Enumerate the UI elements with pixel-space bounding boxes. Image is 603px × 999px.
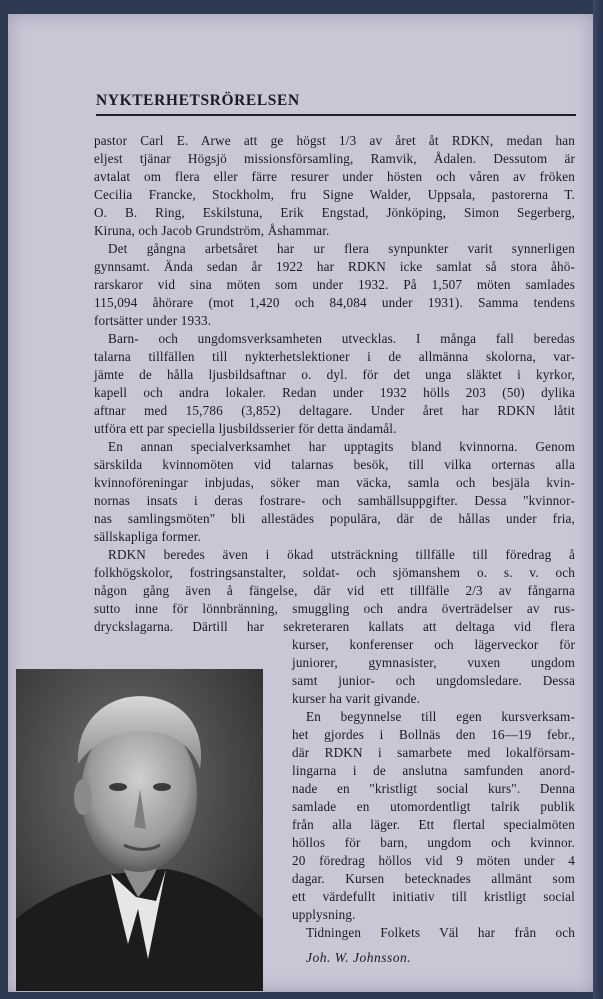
text-line: sutto inne för lönnbränning, smuggling och andra överträdelser av rus-: [94, 601, 575, 616]
text-line: Tidningen Folkets Väl har från och: [306, 925, 575, 940]
text-line: utföra ett par speciella ljusbildsserier för detta ändamål.: [94, 421, 397, 436]
text-line: 115,094 åhörare (mot 1,420 och 84,084 under 1931). Samma tendens: [94, 295, 575, 310]
portrait-photo: [16, 669, 263, 991]
text-line: nade en "kristligt social kurs". Denna: [292, 781, 575, 796]
text-line: avtalat om flera eller färre resurer under hösten och våren av fröken: [94, 169, 575, 184]
text-line: dagar. Kursen betecknades allmänt som: [292, 871, 575, 886]
book-page: [8, 14, 593, 992]
text-line: Cecilia Francke, Stockholm, fru Signe Walder, Uppsala, pastorerna T.: [94, 187, 575, 202]
text-line: kurser ha varit givande.: [292, 691, 421, 706]
running-header: NYKTERHETSRÖRELSEN: [96, 92, 300, 109]
text-line: där RDKN i samarbete med lokalförsam-: [292, 745, 575, 760]
text-line: sällskapliga former.: [94, 529, 202, 544]
text-line: pastor Carl E. Arwe att ge högst 1/3 av året åt RDKN, medan han: [94, 133, 575, 148]
text-line: folkhögskolor, fostringsanstalter, soldat- och sjömanshem o. s. v. och: [94, 565, 575, 580]
text-line: samlade en utomordentligt talrik publik: [292, 799, 575, 814]
text-line: nornas insats i deras fostrare- och samhällsuppgifter. Dessa "kvinnor-: [94, 493, 575, 508]
text-line: upplysning.: [292, 907, 356, 922]
text-line: ett värdefullt initiativ till kristligt social: [292, 889, 575, 904]
text-line: fortsätter under 1933.: [94, 313, 212, 328]
text-line: het gjordes i Bollnäs den 16—19 febr.,: [292, 727, 575, 742]
text-line: eljest tjänar Högsjö missionsförsamling, Ramvik, Ådalen. Dessutom är: [94, 151, 575, 166]
text-line: juniorer, gymnasister, vuxen ungdom: [292, 655, 575, 670]
text-line: kurser, konferenser och lägerveckor för: [292, 637, 575, 652]
text-line: kapell och andra lokaler. Redan under 1932 hölls 203 (50) dylika: [94, 385, 575, 400]
text-line: jämte de hålla ljusbildsaftnar o. dyl. för det unga släktet i kyrkor,: [94, 367, 575, 382]
text-line: O. B. Ring, Eskilstuna, Erik Engstad, Jönköping, Simon Segerberg,: [94, 205, 575, 220]
text-line: samt junior- och ungdomsledare. Dessa: [292, 673, 575, 688]
text-line: Det gångna arbetsåret har ur flera synpunkter varit synnerligen: [108, 241, 575, 256]
text-line: Barn- och ungdomsverksamheten utvecklas. I många fall beredas: [108, 331, 575, 346]
text-line: dryckslagarna. Därtill har sekreteraren kallats att deltaga vid flera: [94, 619, 575, 634]
text-line: särskilda kvinnomöten vid talarnas besök, till vilka orternas alla: [94, 457, 575, 472]
text-line: kvinnoföreningar inbjudas, söker man väcka, samla och besjäla kvin-: [94, 475, 575, 490]
text-line: någon gång även å fängelse, där vid ett tillfälle 2/3 av fångarna: [94, 583, 575, 598]
text-line: aftnar med 15,786 (3,852) deltagare. Under året har RDKN låtit: [94, 403, 575, 418]
text-line: Kiruna, och Jacob Grundström, Åshammar.: [94, 223, 330, 238]
book-spine: [593, 0, 603, 999]
text-line: nas samlingsmöten" bli allestädes populära, där de hållas under fria,: [94, 511, 575, 526]
photo-caption: Joh. W. Johnsson.: [306, 950, 412, 965]
text-line: En annan specialverksamhet har upptagits bland kvinnorna. Genom: [108, 439, 575, 454]
text-line: lingarna i de anslutna samfunden anord-: [292, 763, 575, 778]
text-line: RDKN beredes även i ökad utsträckning tillfälle till föredrag å: [108, 547, 575, 562]
portrait-icon: [16, 669, 263, 991]
text-line: från alla läger. Ett flertal specialmöten: [292, 817, 575, 832]
text-line: talarna tillfällen till nykterhetslektioner i de allmänna skolorna, var-: [94, 349, 575, 364]
header-rule: [96, 114, 576, 116]
text-line: gynnsamt. Ända sedan år 1922 har RDKN icke samlat så stora åhö-: [94, 259, 575, 274]
text-line: En begynnelse till egen kursverksam-: [306, 709, 575, 724]
text-line: rarskaror vid sina möten som under 1932. På 1,507 möten samlades: [94, 277, 575, 292]
text-line: 20 föredrag höllos vid 9 möten under 4: [292, 853, 575, 868]
text-line: höllos för barn, ungdom och kvinnor.: [292, 835, 575, 850]
